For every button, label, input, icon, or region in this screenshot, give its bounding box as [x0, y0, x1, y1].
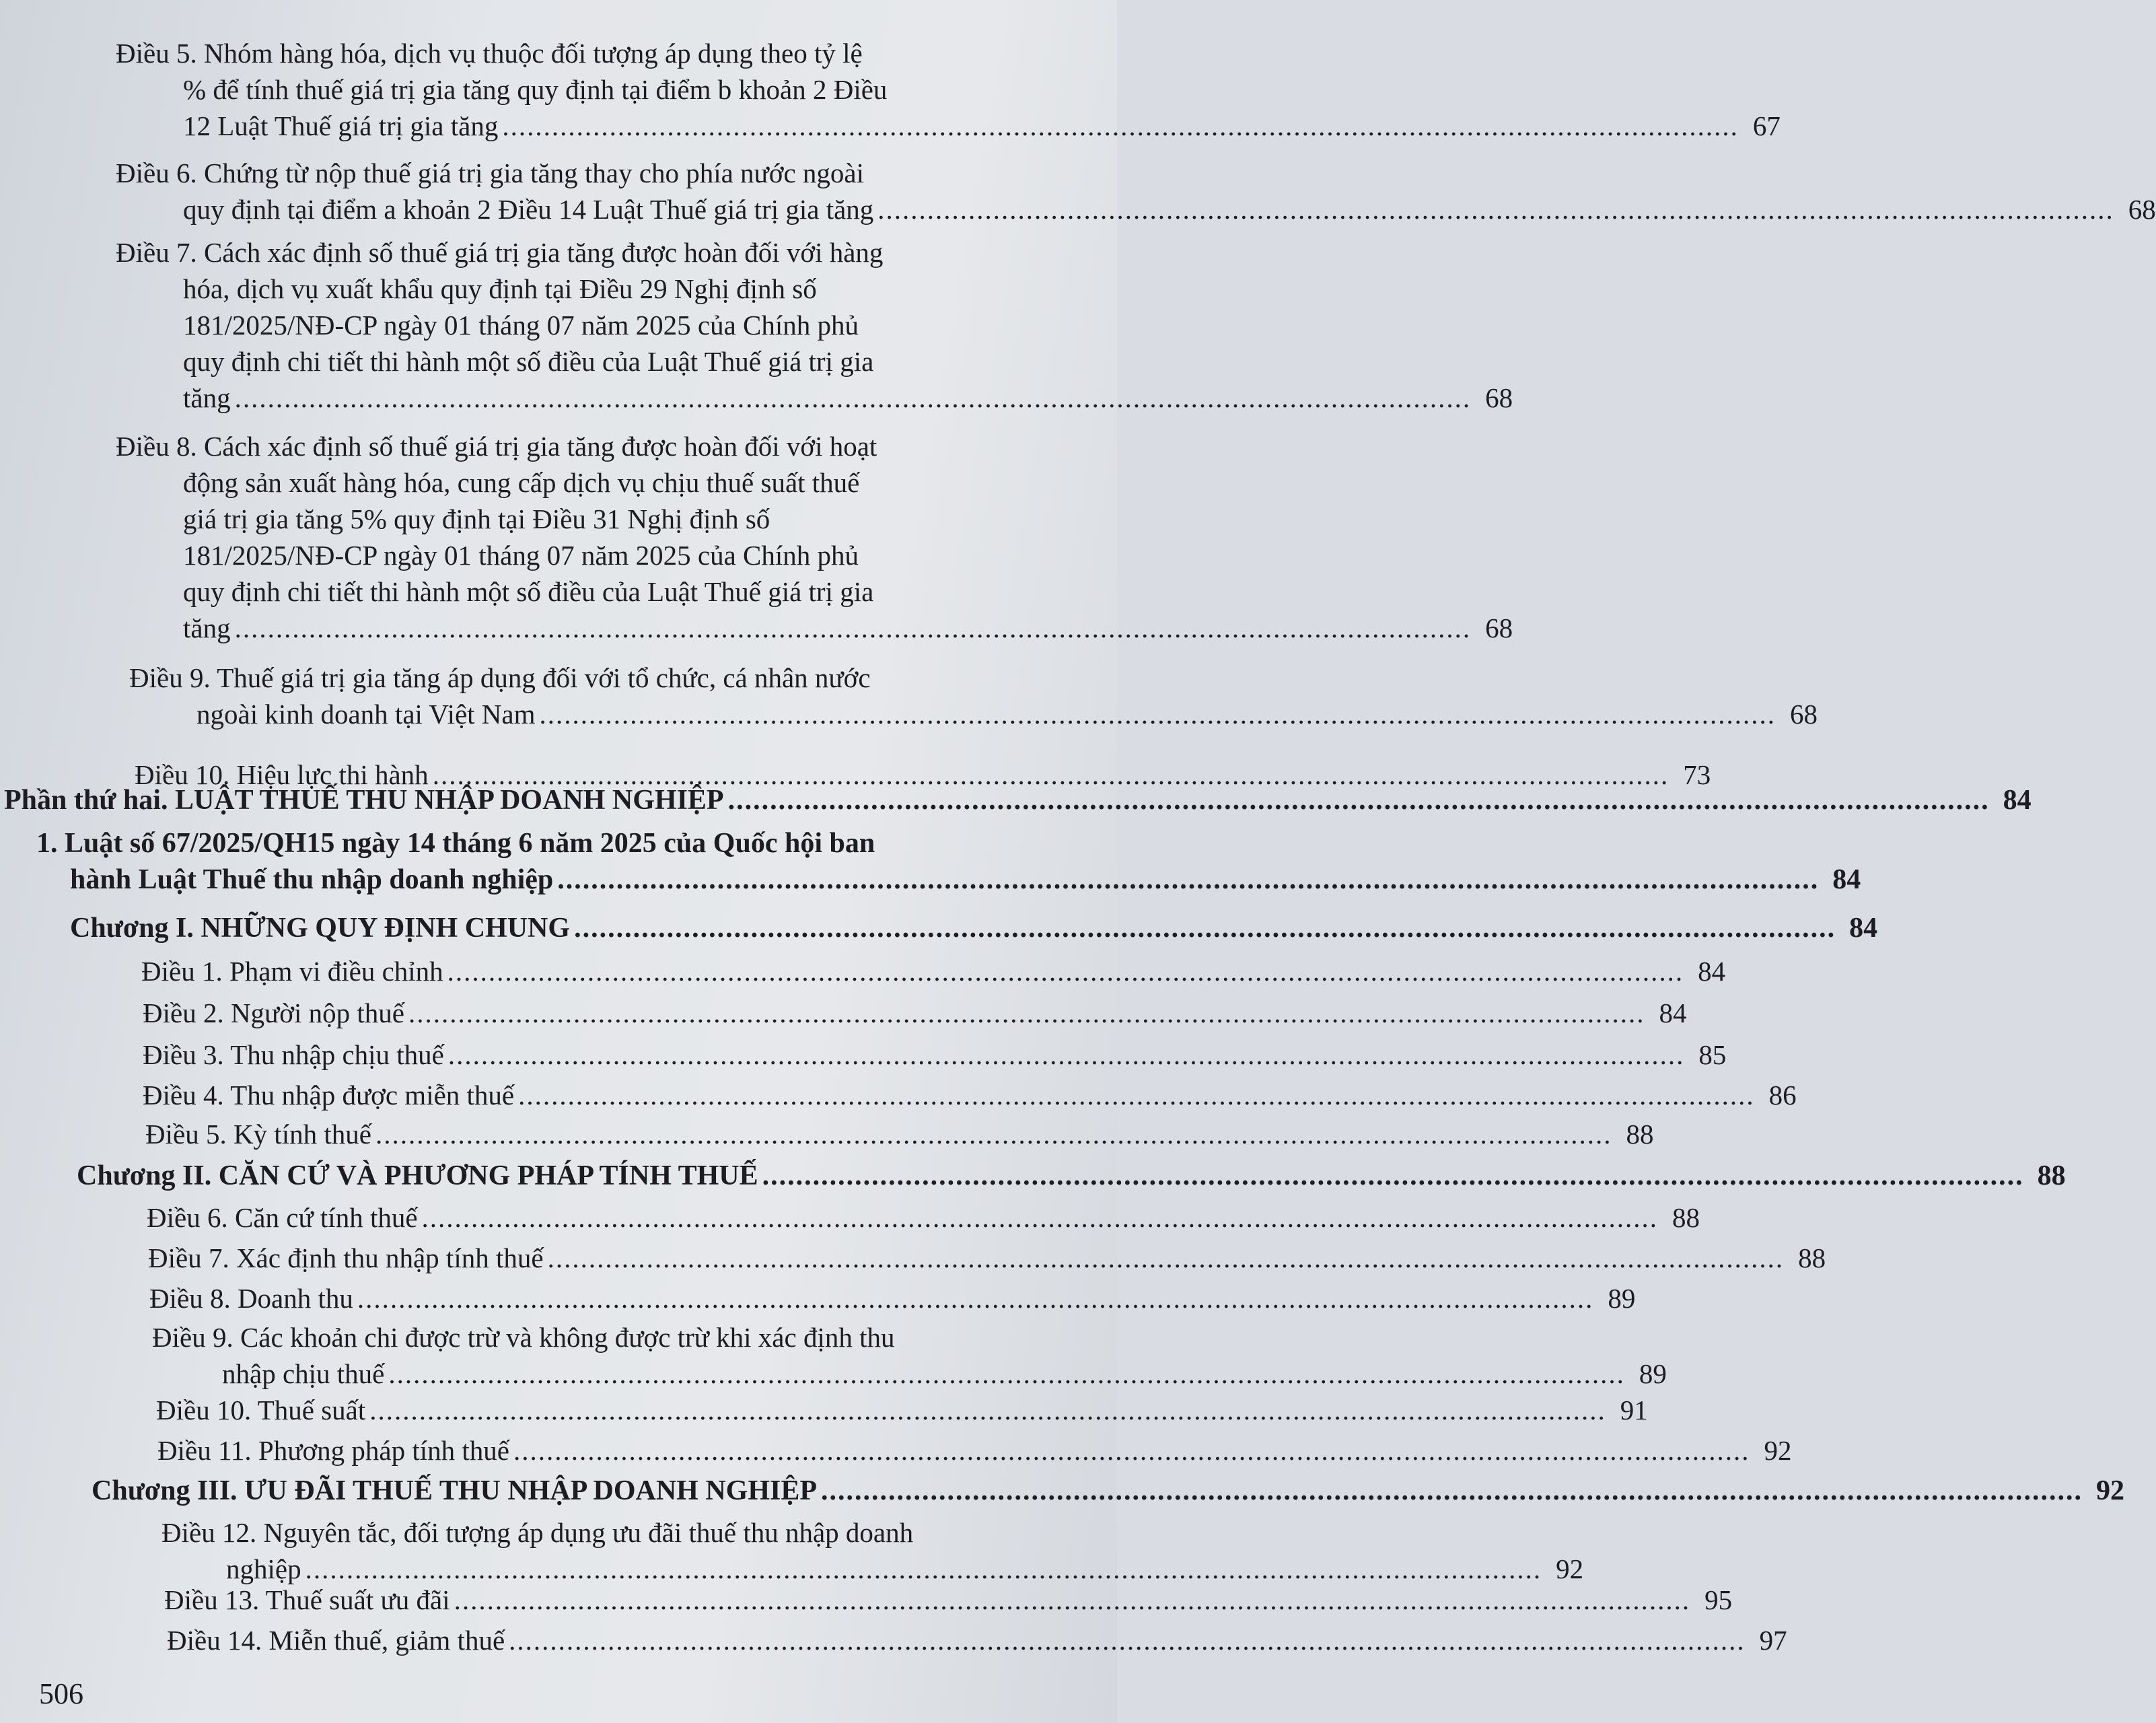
dot-leader: ...................................................................................................................................................... — [369, 1395, 1606, 1426]
entry-last-line — [145, 1116, 1654, 1152]
dot-leader: ...................................................................................................................................................... — [454, 1584, 1691, 1615]
toc-entry — [156, 1392, 1648, 1428]
entry-text: quy định tại điểm a khoản 2 Điều 14 Luật Thuế giá trị gia tăng — [183, 194, 874, 225]
page-ref: 73 — [1683, 759, 1711, 790]
entry-text: Điều 2. Người nộp thuế — [143, 997, 404, 1028]
dot-leader: ...................................................................................................................................................... — [234, 612, 1472, 643]
page-ref: 86 — [1768, 1080, 1797, 1111]
entry-line: động sản xuất hàng hóa, cung cấp dịch vụ chịu thuế suất thuế — [183, 467, 860, 498]
entry-text: ngoài kinh doanh tại Việt Nam — [196, 699, 536, 730]
entry-line: Điều 6. Chứng từ nộp thuế giá trị gia tăng thay cho phía nước ngoài — [116, 157, 864, 188]
entry-last-line — [36, 862, 1861, 898]
toc-chapter-heading — [77, 1158, 2066, 1194]
page-ref: 84 — [1849, 913, 1878, 944]
dot-leader: ...................................................................................................................................................... — [727, 785, 1990, 816]
dot-leader: ...................................................................................................................................................... — [357, 1283, 1594, 1314]
dot-leader: ...................................................................................................................................................... — [447, 956, 1684, 987]
toc-entry — [149, 1280, 1636, 1316]
toc-entry — [164, 1582, 1733, 1618]
entry-line: quy định chi tiết thi hành một số điều của Luật Thuế giá trị gia — [183, 346, 874, 377]
page-ref: 95 — [1704, 1584, 1733, 1615]
dot-leader: ...................................................................................................................................................... — [877, 194, 2114, 225]
entry-line: hóa, dịch vụ xuất khẩu quy định tại Điều 29 Nghị định số — [183, 273, 817, 304]
entry-last-line — [77, 1158, 2066, 1194]
entry-last-line — [116, 380, 1513, 416]
entry-last-line — [167, 1622, 1787, 1658]
entry-last-line — [143, 995, 1687, 1031]
entry-text: Chương I. NHỮNG QUY ĐỊNH CHUNG — [70, 913, 571, 944]
entry-line: Điều 5. Nhóm hàng hóa, dịch vụ thuộc đối tượng áp dụng theo tỷ lệ — [116, 38, 863, 69]
page-ref: 88 — [1798, 1242, 1826, 1273]
page-ref: 67 — [1752, 110, 1781, 141]
entry-text: Điều 1. Phạm vi điều chỉnh — [141, 956, 443, 987]
page-ref: 89 — [1639, 1358, 1667, 1389]
page-ref: 91 — [1620, 1395, 1648, 1426]
page-ref: 84 — [1832, 864, 1861, 895]
page-ref: 89 — [1608, 1283, 1636, 1314]
page-ref: 68 — [1485, 612, 1513, 643]
page-ref: 68 — [2128, 194, 2156, 225]
entry-last-line — [129, 696, 1818, 732]
entry-last-line — [70, 910, 1878, 946]
entry-text: Điều 13. Thuế suất ưu đãi — [164, 1584, 450, 1615]
entry-text: Điều 10. Hiệu lực thi hành — [135, 759, 429, 790]
toc-entry — [148, 1240, 1826, 1276]
entry-text: Điều 14. Miễn thuế, giảm thuế — [167, 1625, 505, 1656]
toc-entry — [116, 35, 1781, 144]
entry-last-line — [4, 782, 2032, 818]
entry-text: Điều 3. Thu nhập chịu thuế — [143, 1039, 444, 1070]
page-number: 506 — [39, 1677, 83, 1710]
entry-last-line — [147, 1199, 1700, 1236]
entry-text: nhập chịu thuế — [222, 1358, 385, 1389]
entry-line: quy định chi tiết thi hành một số điều của Luật Thuế giá trị gia — [183, 576, 874, 607]
page-ref: 92 — [2096, 1475, 2125, 1506]
toc-entry — [143, 1036, 1727, 1073]
toc-chapter-heading — [70, 910, 1878, 946]
entry-last-line — [164, 1582, 1733, 1618]
entry-line: giá trị gia tăng 5% quy định tại Điều 31 Nghị định số — [183, 503, 770, 534]
page-ref: 88 — [2037, 1160, 2066, 1191]
dot-leader: ...................................................................................................................................................... — [821, 1475, 2083, 1506]
entry-line: Điều 12. Nguyên tắc, đối tượng áp dụng ưu đãi thuế thu nhập doanh — [161, 1517, 914, 1548]
entry-last-line — [156, 1392, 1648, 1428]
entry-text: tăng — [183, 612, 231, 643]
dot-leader: ...................................................................................................................................................... — [513, 1435, 1750, 1466]
dot-leader: ...................................................................................................................................................... — [234, 382, 1472, 413]
dot-leader: ...................................................................................................................................................... — [509, 1625, 1746, 1656]
page-ref: 92 — [1764, 1435, 1792, 1466]
dot-leader: ...................................................................................................................................................... — [375, 1119, 1612, 1150]
dot-leader: ...................................................................................................................................................... — [447, 1039, 1685, 1070]
entry-line: 1. Luật số 67/2025/QH15 ngày 14 tháng 6 năm 2025 của Quốc hội ban — [36, 828, 875, 859]
toc-part-heading — [4, 782, 2032, 818]
toc-entry — [143, 1077, 1797, 1113]
page-ref: 84 — [1698, 956, 1726, 987]
entry-text: Điều 4. Thu nhập được miễn thuế — [143, 1080, 515, 1111]
page-ref: 88 — [1672, 1202, 1700, 1233]
entry-text: Điều 5. Kỳ tính thuế — [145, 1119, 371, 1150]
dot-leader: ...................................................................................................................................................... — [762, 1160, 2024, 1191]
toc-entry — [167, 1622, 1787, 1658]
page-ref: 68 — [1485, 382, 1513, 413]
toc-entry — [161, 1514, 1584, 1587]
entry-last-line — [148, 1240, 1826, 1276]
entry-last-line — [143, 1077, 1797, 1113]
entry-last-line — [152, 1356, 1667, 1392]
entry-line: Điều 9. Các khoản chi được trừ và không được trừ khi xác định thu — [152, 1322, 895, 1353]
entry-text: Điều 6. Căn cứ tính thuế — [147, 1202, 418, 1233]
dot-leader: ...................................................................................................................................................... — [305, 1553, 1542, 1584]
dot-leader: ...................................................................................................................................................... — [408, 997, 1645, 1028]
entry-text: Điều 7. Xác định thu nhập tính thuế — [148, 1242, 544, 1273]
entry-text: hành Luật Thuế thu nhập doanh nghiệp — [70, 864, 554, 895]
toc-entry — [116, 234, 1513, 416]
entry-last-line — [116, 191, 2156, 227]
entry-text: Điều 11. Phương pháp tính thuế — [157, 1435, 509, 1466]
dot-leader: ...................................................................................................................................................... — [421, 1202, 1659, 1233]
page-ref: 68 — [1790, 699, 1818, 730]
entry-line: Điều 9. Thuế giá trị gia tăng áp dụng đối với tổ chức, cá nhân nước — [129, 662, 871, 693]
toc-entry — [116, 155, 2156, 227]
toc-entry — [145, 1116, 1654, 1152]
entry-text: tăng — [183, 382, 231, 413]
dot-leader: ...................................................................................................................................................... — [388, 1358, 1625, 1389]
entry-text: Chương II. CĂN CỨ VÀ PHƯƠNG PHÁP TÍNH THUẾ — [77, 1160, 758, 1191]
dot-leader: ...................................................................................................................................................... — [574, 913, 1836, 944]
dot-leader: ...................................................................................................................................................... — [432, 759, 1669, 790]
entry-text: Điều 10. Thuế suất — [156, 1395, 366, 1426]
entry-line: 181/2025/NĐ-CP ngày 01 tháng 07 năm 2025 của Chính phủ — [183, 540, 859, 571]
page-ref: 85 — [1698, 1039, 1727, 1070]
entry-text: Phần thứ hai. LUẬT THUẾ THU NHẬP DOANH NGHIỆP — [4, 785, 724, 816]
toc-entry — [36, 825, 1861, 898]
entry-last-line — [157, 1432, 1792, 1469]
entry-last-line — [149, 1280, 1636, 1316]
entry-line: Điều 7. Cách xác định số thuế giá trị gia tăng được hoàn đối với hàng — [116, 237, 884, 268]
page-ref: 92 — [1556, 1553, 1584, 1584]
toc-entry — [116, 428, 1513, 646]
entry-last-line — [116, 610, 1513, 646]
entry-last-line — [92, 1473, 2125, 1509]
entry-line: % để tính thuế giá trị gia tăng quy định tại điểm b khoản 2 Điều — [183, 74, 888, 105]
toc-entry — [129, 660, 1818, 732]
toc-chapter-heading — [92, 1473, 2125, 1509]
page-ref: 84 — [1659, 997, 1687, 1028]
toc-entry — [143, 995, 1687, 1031]
page-ref: 97 — [1759, 1625, 1787, 1656]
entry-last-line — [141, 953, 1726, 989]
entry-line: Điều 8. Cách xác định số thuế giá trị gia tăng được hoàn đối với hoạt — [116, 431, 877, 462]
toc-entry — [141, 953, 1726, 989]
entry-last-line — [143, 1036, 1727, 1073]
dot-leader: ...................................................................................................................................................... — [502, 110, 1739, 141]
entry-text: Chương III. ƯU ĐÃI THUẾ THU NHẬP DOANH NGHIỆP — [92, 1475, 818, 1506]
entry-text: nghiệp — [226, 1553, 301, 1584]
dot-leader: ...................................................................................................................................................... — [557, 864, 1820, 895]
toc-entry — [152, 1319, 1667, 1392]
entry-last-line — [116, 108, 1781, 144]
page-ref: 84 — [2003, 785, 2032, 816]
dot-leader: ...................................................................................................................................................... — [547, 1242, 1785, 1273]
dot-leader: ...................................................................................................................................................... — [518, 1080, 1755, 1111]
page-ref: 88 — [1626, 1119, 1654, 1150]
entry-text: Điều 8. Doanh thu — [149, 1283, 353, 1314]
entry-line: 181/2025/NĐ-CP ngày 01 tháng 07 năm 2025 của Chính phủ — [183, 310, 859, 341]
toc-entry — [147, 1199, 1700, 1236]
entry-text: 12 Luật Thuế giá trị gia tăng — [183, 110, 499, 141]
dot-leader: ...................................................................................................................................................... — [539, 699, 1776, 730]
toc-entry — [157, 1432, 1792, 1469]
